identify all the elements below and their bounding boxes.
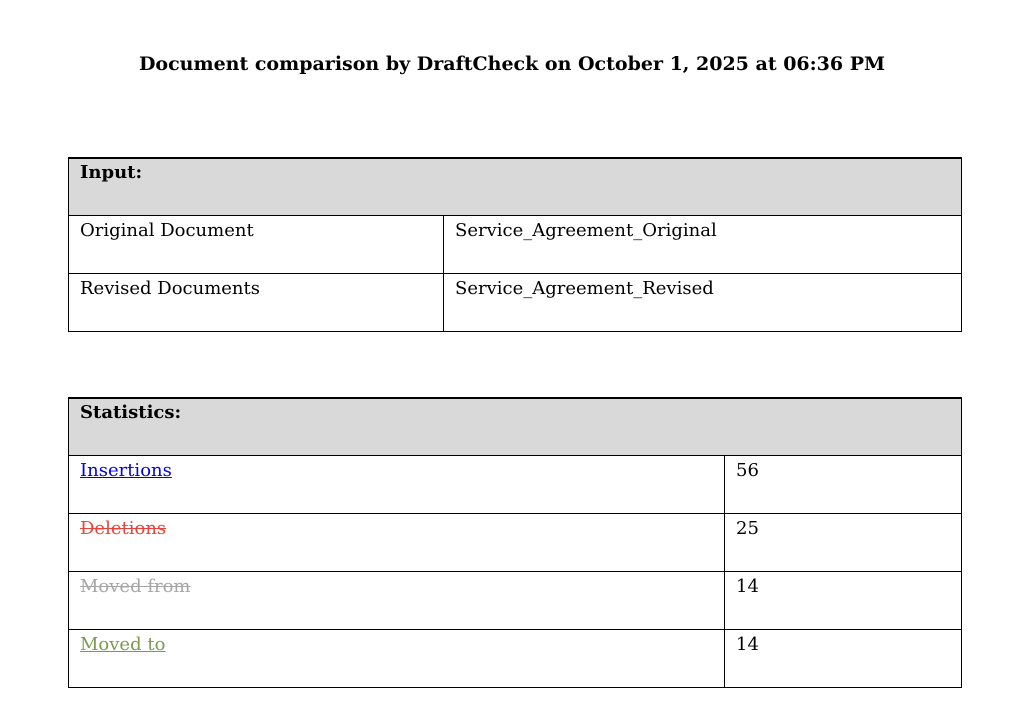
statistics-header: Statistics: xyxy=(69,398,962,456)
moved-from-count: 14 xyxy=(725,572,962,630)
table-row xyxy=(69,456,962,514)
original-document-value: Service_Agreement_Original xyxy=(444,216,962,274)
input-header-row xyxy=(69,158,962,216)
deletions-link[interactable]: Deletions xyxy=(80,518,167,539)
statistics-table xyxy=(68,397,962,688)
moved-to-count: 14 xyxy=(725,630,962,688)
revised-documents-value: Service_Agreement_Revised xyxy=(444,274,962,332)
table-row xyxy=(69,514,962,572)
deletions-count: 25 xyxy=(725,514,962,572)
moved-from-cell xyxy=(69,572,725,630)
original-document-label: Original Document xyxy=(69,216,444,274)
page-title: Document comparison by DraftCheck on October 1, 2025 at 06:36 PM xyxy=(138,53,886,75)
table-row xyxy=(69,572,962,630)
table-row xyxy=(69,630,962,688)
table-row xyxy=(69,216,962,274)
moved-to-cell xyxy=(69,630,725,688)
moved-to-link[interactable]: Moved to xyxy=(80,634,166,655)
input-table xyxy=(68,157,962,332)
statistics-header-row xyxy=(69,398,962,456)
table-row xyxy=(69,274,962,332)
deletions-cell xyxy=(69,514,725,572)
moved-from-link[interactable]: Moved from xyxy=(80,576,191,597)
insertions-cell xyxy=(69,456,725,514)
insertions-link[interactable]: Insertions xyxy=(80,460,172,481)
revised-documents-label: Revised Documents xyxy=(69,274,444,332)
insertions-count: 56 xyxy=(725,456,962,514)
input-header: Input: xyxy=(69,158,962,216)
